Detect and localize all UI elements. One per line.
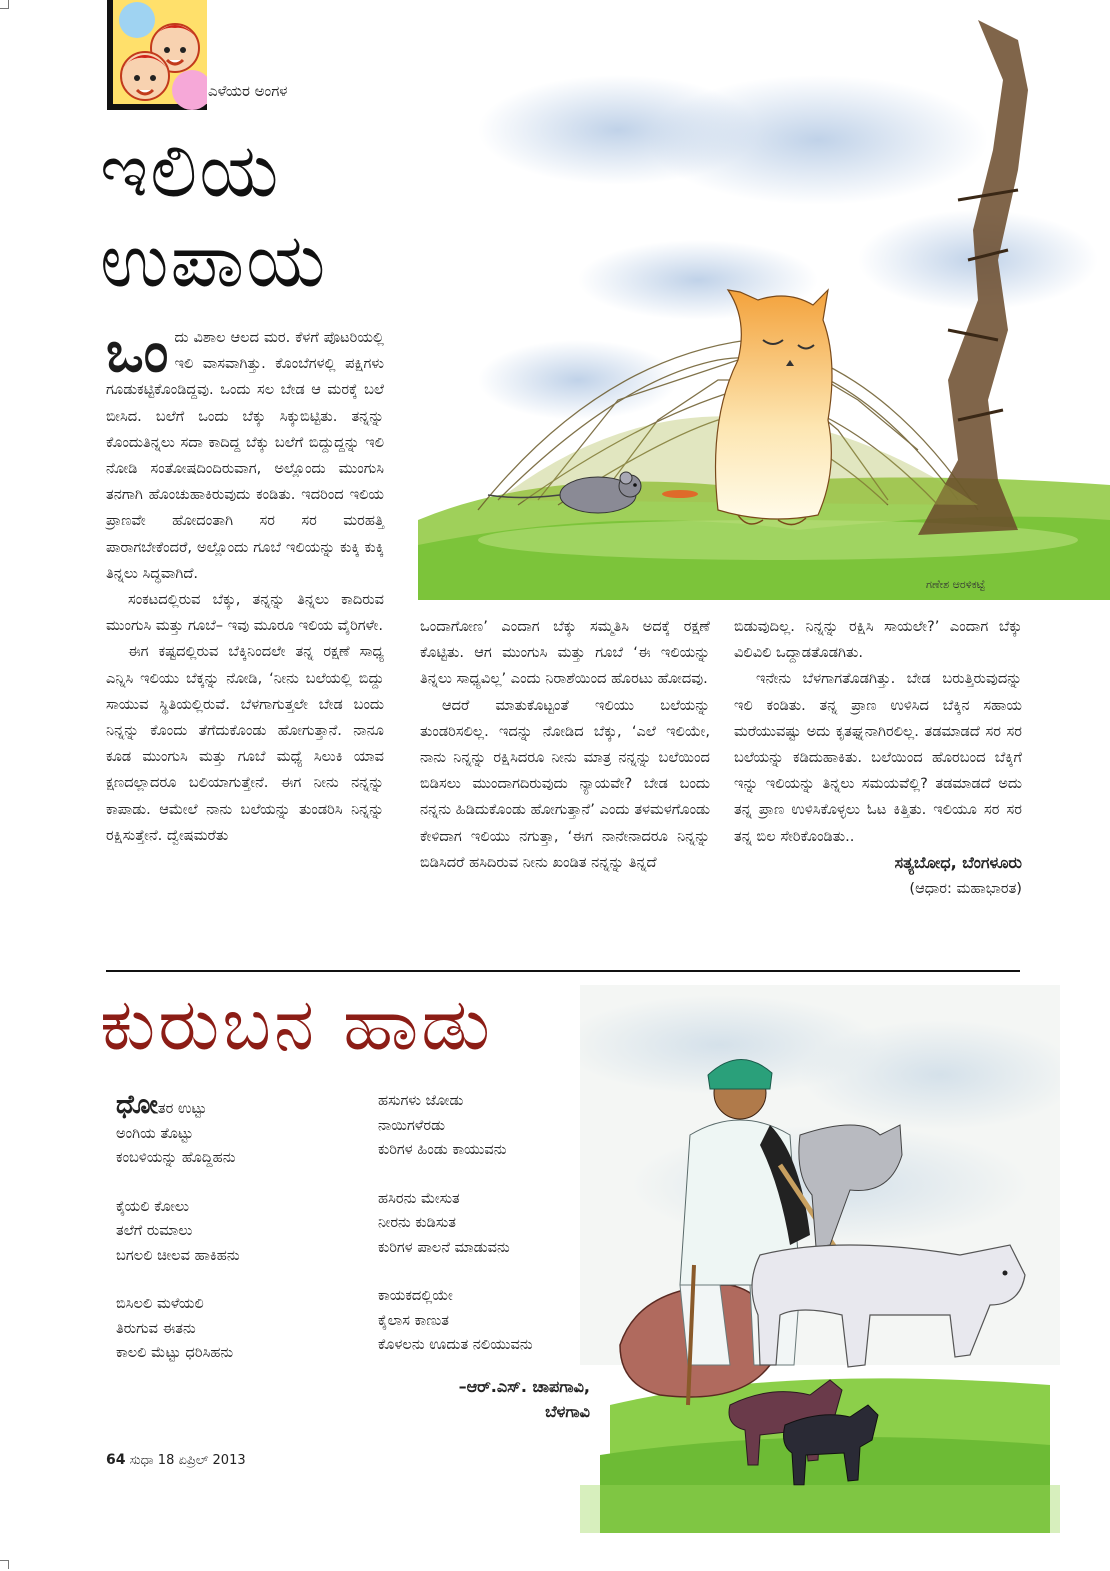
poem-line: ತಲೆಗೆ ರುಮಾಲು	[116, 1222, 193, 1239]
poet-name: –ಆರ್.ಎಸ್. ಚಾಪಗಾವಿ,	[458, 1376, 590, 1396]
poem-line: ತಿರುಗುವ ಈತನು	[116, 1319, 196, 1337]
story-title-line-1: ಇಲಿಯ	[100, 128, 281, 214]
poem-title: ಕುರುಬನ ಹಾಡು	[100, 982, 494, 1066]
story-column-2	[420, 614, 710, 876]
illustrator-credit: ಗಣೇಶ ಆರಳಿಕಟ್ಟೆ	[926, 578, 986, 591]
poem-line: ಕೈಲಾಸ ಕಾಣುತ	[378, 1311, 450, 1329]
story-paragraph-1: ದು ವಿಶಾಲ ಆಲದ ಮರ. ಕೆಳಗೆ ಪೊಟರಿಯಲ್ಲಿ ಇಲಿ ವಾಸವಾಗಿತ್ತು. ಕೊಂಬೆಗಳಲ್ಲಿ ಪಕ್ಷಿಗಳು ಗೂಡುಕಟ್ಟಿಕೊಂಡಿದ್ದವು. ಒಂದು ಸಲ ಬೇಡ ಆ ಮರಕ್ಕೆ ಬಲೆ ಬೀಸಿದ. ಬಲೆಗೆ ಒಂದು ಬೆಕ್ಕು ಸಿಕ್ಕುಬಿಟ್ಟಿತು. ತನ್ನನ್ನು ಕೊಂದುತಿನ್ನಲು ಸದಾ ಕಾದಿದ್ದ ಬೆಕ್ಕು ಬಲೆಗೆ ಬಿದ್ದುದ್ದನ್ನು ಇಲಿ ನೋಡಿ ಸಂತೋಷದಿಂದಿರುವಾಗ, ಅಲ್ಲೊಂದು ಮುಂಗುಸಿ ತನಗಾಗಿ ಹೊಂಚುಹಾಕಿರುವುದು ಕಂಡಿತು. ಇದರಿಂದ ಇಲಿಯ ಪ್ರಾಣವೇ ಹೋದಂತಾಗಿ ಸರ ಸರ ಮರಹತ್ತಿ ಪಾರಾಗಬೇಕೆಂದರೆ, ಅಲ್ಲೊಂದು ಗೂಬೆ ಇಲಿಯನ್ನು ಕುಕ್ಕಿ ಕುಕ್ಕಿ ತಿನ್ನಲು ಸಿದ್ಧವಾಗಿದೆ.	[106, 329, 384, 582]
poem-stanza-3	[116, 1292, 346, 1366]
poem-line: ಹಸುಗಳು ಜೋಡು	[378, 1092, 464, 1109]
poem-stanza-2	[116, 1195, 346, 1269]
story-column-3-paragraph-2: ಇನೇನು ಬೆಳಗಾಗತೊಡಗಿತ್ತು. ಬೇಡ ಬರುತ್ತಿರುವುದನ್ನು ಇಲಿ ಕಂಡಿತು. ತನ್ನ ಪ್ರಾಣ ಉಳಿಸಿದ ಬೆಕ್ಕಿನ ಸಹಾಯ ಮರೆಯುವಷ್ಟು ಅದು ಕೃತಘ್ನನಾಗಿರಲಿಲ್ಲ. ತಡಮಾಡದೆ ಸರ ಸರ ಬಲೆಯನ್ನು ಕಡಿದುಹಾಕಿತು. ಬಲೆಯಿಂದ ಹೊರಬಂದ ಬೆಕ್ಕಿಗೆ ಇನ್ನು ಇಲಿಯನ್ನು ತಿನ್ನಲು ಸಮಯವೆಲ್ಲಿ? ತಡಮಾಡದೆ ಅದು ತನ್ನ ಪ್ರಾಣ ಉಳಿಸಿಕೊಳ್ಳಲು ಓಟ ಕಿತ್ತಿತು. ಇಲಿಯೂ ಸರ ಸರ ತನ್ನ ಬಿಲ ಸೇರಿಕೊಂಡಿತು..	[734, 670, 1022, 845]
poem-stanza-4	[378, 1089, 590, 1163]
page-footer	[106, 1452, 246, 1468]
section-logo	[107, 0, 207, 110]
crop-mark-top-left	[0, 0, 9, 9]
story-paragraph-3: ಈಗ ಕಷ್ಟದಲ್ಲಿರುವ ಬೆಕ್ಕಿನಿಂದಲೇ ತನ್ನ ರಕ್ಷಣೆ ಸಾಧ್ಯ ಎನ್ನಿಸಿ ಇಲಿಯು ಬೆಕ್ಕನ್ನು ನೋಡಿ, ‘ನೀನು ಬಲೆಯಲ್ಲಿ ಬಿದ್ದು ಸಾಯುವ ಸ್ಥಿತಿಯಲ್ಲಿರುವೆ. ಬೆಳಗಾಗುತ್ತಲೇ ಬೇಡ ಬಂದು ನಿನ್ನನ್ನು ಕೊಂದು ತೆಗೆದುಕೊಂಡು ಹೋಗುತ್ತಾನೆ. ನಾನೂ ಕೂಡ ಮುಂಗುಸಿ ಮತ್ತು ಗೂಬೆ ಮಧ್ಯೆ ಸಿಲುಕಿ ಯಾವ ಕ್ಷಣದಲ್ಲಾದರೂ ಬಲಿಯಾಗುತ್ತೇನೆ. ಈಗ ನೀನು ನನ್ನನ್ನು ಕಾಪಾಡು. ಆಮೇಲೆ ನಾನು ಬಲೆಯನ್ನು ತುಂಡರಿಸಿ ನಿನ್ನನ್ನು ರಕ್ಷಿಸುತ್ತೇನೆ. ದ್ವೇಷಮರೆತು	[106, 643, 384, 844]
poem-stanza-6	[378, 1284, 590, 1358]
poet-place: ಬೆಳಗಾವಿ	[545, 1401, 590, 1421]
poem-line: ಕುರಿಗಳ ಹಿಂಡು ಕಾಯುವನು	[378, 1141, 507, 1158]
issue-date: 18 ಏಪ್ರಿಲ್ 2013	[157, 1453, 246, 1468]
poem-stanza-1	[116, 1090, 346, 1171]
poem-line: ನಾಯಿಗಳೆರಡು	[378, 1116, 446, 1134]
section-divider	[106, 970, 1020, 972]
poem-line: ಕಾಲಲಿ ಮೆಟ್ಟು ಧರಿಸಿಹನು	[116, 1344, 234, 1361]
poem-line: ಕೈಯಲಿ ಕೋಲು	[116, 1197, 189, 1215]
story-column-2-paragraph-2: ಆದರೆ ಮಾತುಕೊಟ್ಟಂತೆ ಇಲಿಯು ಬಲೆಯನ್ನು ತುಂಡರಿಸಲಿಲ್ಲ. ಇದನ್ನು ನೋಡಿದ ಬೆಕ್ಕು, ‘ಎಲೆ ಇಲಿಯೇ, ನಾನು ನಿನ್ನನ್ನು ರಕ್ಷಿಸಿದರೂ ನೀನು ಮಾತ್ರ ನನ್ನನ್ನು ಬಲೆಯಿಂದ ಬಿಡಿಸಲು ಮುಂದಾಗದಿರುವುದು ನ್ಯಾಯವೇ? ಬೇಡ ಬಂದು ನನ್ನನು ಹಿಡಿದುಕೊಂಡು ಹೋಗುತ್ತಾನೆ’ ಎಂದು ತಳಮಳಗೊಂಡು ಕೇಳಿದಾಗ ಇಲಿಯು ನಗುತ್ತಾ, ‘ಈಗ ನಾನೇನಾದರೂ ನಿನ್ನನ್ನು ಬಿಡಿಸಿದರೆ ಹಸಿದಿರುವ ನೀನು ಖಂಡಿತ ನನ್ನನ್ನು ತಿನ್ನದೆ	[420, 696, 710, 871]
story-dropcap: ಒಂ	[106, 319, 169, 385]
poem-line: ಕೊಳಲನು ಊದುತ ನಲಿಯುವನು	[378, 1336, 533, 1353]
poem-line: ಬಿಸಿಲಲಿ ಮಳೆಯಲಿ	[116, 1295, 204, 1312]
kids-faces-icon	[107, 0, 207, 110]
poem-line: ಕಂಬಳಿಯನ್ನು ಹೊದ್ದಿಹನು	[116, 1149, 236, 1166]
crop-mark-bottom-left	[0, 1560, 9, 1569]
poem-line: ಬಗಲಲಿ ಚೀಲವ ಹಾಕಿಹನು	[116, 1246, 240, 1264]
poem-line: ನೀರನು ಕುಡಿಸುತ	[378, 1214, 456, 1231]
poem-line: ತರ ಉಟ್ಟು	[157, 1100, 207, 1117]
poem-line: ಕುರಿಗಳ ಪಾಲನೆ ಮಾಡುವನು	[378, 1238, 510, 1256]
magazine-name: ಸುಧಾ	[129, 1453, 154, 1468]
cat-mouse-illustration	[418, 0, 1110, 600]
section-name: ಎಳೆಯರ ಅಂಗಳ	[208, 82, 288, 100]
shepherd-illustration	[580, 985, 1060, 1533]
story-paragraph-2: ಸಂಕಟದಲ್ಲಿರುವ ಬೆಕ್ಕು, ತನ್ನನ್ನು ತಿನ್ನಲು ಕಾದಿರುವ ಮುಂಗುಸಿ ಮತ್ತು ಗೂಬೆ– ಇವು ಮೂರೂ ಇಲಿಯ ವೈರಿಗಳೇ.	[106, 591, 384, 635]
story-source: (ಆಧಾರ: ಮಹಾಭಾರತ)	[909, 880, 1022, 898]
poem-line: ಕಾಯಕದಲ್ಲಿಯೇ	[378, 1287, 453, 1304]
story-column-3	[734, 614, 1022, 902]
story-title-line-2: ಉಪಾಯ	[100, 218, 328, 304]
story-column-3-paragraph-1: ಬಿಡುವುದಿಲ್ಲ. ನಿನ್ನನ್ನು ರಕ್ಷಿಸಿ ಸಾಯಲೇ?’ ಎಂದಾಗ ಬೆಕ್ಕು ವಿಲಿವಿಲಿ ಒದ್ದಾಡತೊಡಗಿತು.	[734, 618, 1022, 662]
page-number: 64	[106, 1452, 126, 1468]
poem-column-2	[378, 1089, 590, 1424]
story-column-1	[106, 319, 384, 849]
story-author: ಸತ್ಯಬೋಧ, ಬೆಂಗಳೂರು	[894, 852, 1022, 872]
poem-line: ಅಂಗಿಯ ತೊಟ್ಟು	[116, 1124, 194, 1142]
poem-column-1	[116, 1090, 346, 1366]
story-column-2-paragraph-1: ಒಂದಾಗೋಣ’ ಎಂದಾಗ ಬೆಕ್ಕು ಸಮ್ಮತಿಸಿ ಅದಕ್ಕೆ ರಕ್ಷಣೆ ಕೊಟ್ಟಿತು. ಆಗ ಮುಂಗುಸಿ ಮತ್ತು ಗೂಬೆ ‘ಈ ಇಲಿಯನ್ನು ತಿನ್ನಲು ಸಾಧ್ಯವಿಲ್ಲ’ ಎಂದು ನಿರಾಶೆಯಿಂದ ಹೊರಟು ಹೋದವು.	[420, 618, 710, 688]
poem-stanza-5	[378, 1187, 590, 1261]
poem-line: ಹಸಿರನು ಮೇಸುತ	[378, 1189, 460, 1207]
poem-dropcap: ಧೋ	[116, 1090, 158, 1120]
